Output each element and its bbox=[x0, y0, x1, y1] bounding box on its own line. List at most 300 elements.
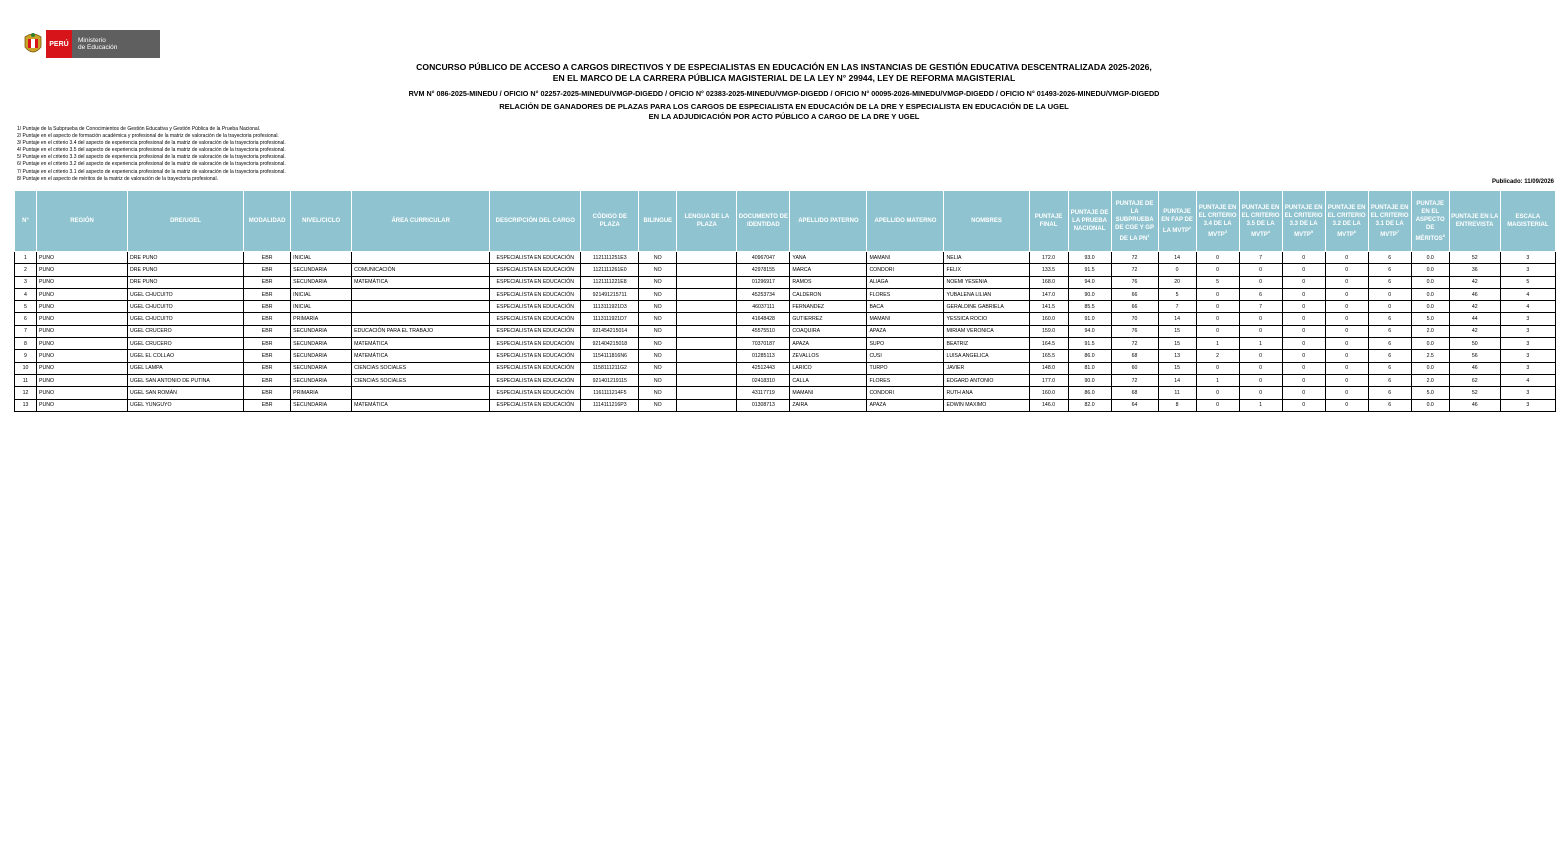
table-cell bbox=[677, 252, 737, 264]
table-cell: 0 bbox=[1325, 362, 1368, 374]
table-cell: 1161111214F5 bbox=[581, 387, 639, 399]
table-cell: GERALDINE GABRIELA bbox=[944, 301, 1029, 313]
table-cell: MATEMÁTICA bbox=[352, 350, 490, 362]
table-cell: 0 bbox=[1239, 387, 1282, 399]
table-cell: 0.0 bbox=[1411, 399, 1449, 411]
table-cell: CONDORI bbox=[867, 264, 944, 276]
table-cell: 0 bbox=[1325, 301, 1368, 313]
column-header bbox=[677, 191, 737, 252]
table-cell: 86.0 bbox=[1068, 350, 1111, 362]
table-cell: UGEL CHUCUITO bbox=[128, 288, 244, 300]
table-cell: GUTIERREZ bbox=[790, 313, 867, 325]
table-cell: 46 bbox=[1449, 362, 1500, 374]
table-cell: COMUNICACIÓN bbox=[352, 264, 490, 276]
table-cell: CALLA bbox=[790, 374, 867, 386]
table-cell: 0 bbox=[1368, 301, 1411, 313]
table-cell: FLORES bbox=[867, 288, 944, 300]
column-header bbox=[1282, 191, 1325, 252]
table-cell: 3 bbox=[15, 276, 37, 288]
table-cell: SECUNDARIA bbox=[291, 264, 352, 276]
table-cell: 4 bbox=[15, 288, 37, 300]
table-cell: SECUNDARIA bbox=[291, 325, 352, 337]
table-cell: 5.0 bbox=[1411, 313, 1449, 325]
table-cell: NO bbox=[639, 288, 677, 300]
table-cell: MATEMÁTICA bbox=[352, 399, 490, 411]
table-cell: EBR bbox=[244, 387, 291, 399]
table-cell: 15 bbox=[1158, 362, 1196, 374]
column-header-label: NOMBRES bbox=[971, 218, 1002, 224]
table-cell: 147.0 bbox=[1029, 288, 1068, 300]
column-header bbox=[1068, 191, 1111, 252]
table-cell: 0.0 bbox=[1411, 301, 1449, 313]
table-cell: EBR bbox=[244, 276, 291, 288]
column-header-label: PUNTAJE EN EL CRITERIO 3.1 DE LA MVTP bbox=[1370, 204, 1409, 238]
table-cell: CALDERON bbox=[790, 288, 867, 300]
table-cell: MATEMÁTICA bbox=[352, 276, 490, 288]
table-cell: EBR bbox=[244, 288, 291, 300]
table-cell: 921491215711 bbox=[581, 288, 639, 300]
footnote-marker: 4 bbox=[1267, 228, 1271, 234]
table-cell: EBR bbox=[244, 350, 291, 362]
table-cell: 0 bbox=[1196, 387, 1239, 399]
table-cell: PUNO bbox=[37, 399, 128, 411]
table-cell: APAZA bbox=[867, 399, 944, 411]
table-cell bbox=[677, 301, 737, 313]
table-cell: 0 bbox=[1196, 362, 1239, 374]
table-cell: CIENCIAS SOCIALES bbox=[352, 362, 490, 374]
table-cell: 01296917 bbox=[737, 276, 790, 288]
table-cell: 72 bbox=[1111, 264, 1158, 276]
table-cell bbox=[677, 350, 737, 362]
table-cell: 50 bbox=[1449, 338, 1500, 350]
table-cell: UGEL SAN ANTONIO DE PUTINA bbox=[128, 374, 244, 386]
table-cell: 0 bbox=[1325, 288, 1368, 300]
table-cell: 0 bbox=[1282, 338, 1325, 350]
table-cell: 14 bbox=[1158, 252, 1196, 264]
table-cell: 11 bbox=[1158, 387, 1196, 399]
table-cell: 0 bbox=[1239, 325, 1282, 337]
table-cell: PUNO bbox=[37, 325, 128, 337]
table-cell: 72 bbox=[1111, 374, 1158, 386]
column-header bbox=[737, 191, 790, 252]
title-line-2: EN EL MARCO DE LA CARRERA PÚBLICA MAGISTERIAL DE LA LEY N° 29944, LEY DE REFORMA MAGISTERIAL bbox=[552, 73, 1016, 83]
table-cell: 0 bbox=[1282, 288, 1325, 300]
table-cell: 66 bbox=[1111, 288, 1158, 300]
table-cell: PUNO bbox=[37, 362, 128, 374]
logo-ministry-line2: de Educación bbox=[78, 44, 118, 51]
table-cell: 01285113 bbox=[737, 350, 790, 362]
table-cell: 14 bbox=[1158, 313, 1196, 325]
table-cell: 43117719 bbox=[737, 387, 790, 399]
table-cell: 0.0 bbox=[1411, 362, 1449, 374]
table-cell: 0 bbox=[1325, 338, 1368, 350]
table-cell: SECUNDARIA bbox=[291, 374, 352, 386]
table-cell: ALIAGA bbox=[867, 276, 944, 288]
table-cell: UGEL YUNGUYO bbox=[128, 399, 244, 411]
table-row bbox=[15, 276, 1556, 288]
table-cell: RAMOS bbox=[790, 276, 867, 288]
column-header bbox=[352, 191, 490, 252]
table-cell: 1114111216P3 bbox=[581, 399, 639, 411]
table-row bbox=[15, 252, 1556, 264]
table-cell: 0 bbox=[1239, 362, 1282, 374]
table-cell: PUNO bbox=[37, 264, 128, 276]
column-header bbox=[790, 191, 867, 252]
table-row bbox=[15, 325, 1556, 337]
column-header bbox=[581, 191, 639, 252]
column-header bbox=[1449, 191, 1500, 252]
table-cell: 85.5 bbox=[1068, 301, 1111, 313]
column-header bbox=[291, 191, 352, 252]
table-cell: EBR bbox=[244, 252, 291, 264]
table-row bbox=[15, 387, 1556, 399]
table-cell: 72 bbox=[1111, 252, 1158, 264]
footnote: 6/ Puntaje en el criterio 3.2 del aspecto de experiencia profesional de la matriz de valoración de la trayectoria profesional. bbox=[17, 161, 286, 168]
table-cell: 6 bbox=[1368, 276, 1411, 288]
column-header-label: PUNTAJE EN EL ASPECTO DE MÉRITOS bbox=[1415, 200, 1445, 242]
table-cell: 56 bbox=[1449, 350, 1500, 362]
table-cell: 13 bbox=[1158, 350, 1196, 362]
column-header bbox=[37, 191, 128, 252]
table-cell: 160.0 bbox=[1029, 387, 1068, 399]
table-cell: NO bbox=[639, 399, 677, 411]
column-header-label: PUNTAJE EN EL CRITERIO 3.4 DE LA MVTP bbox=[1198, 204, 1237, 238]
table-cell: 72 bbox=[1111, 338, 1158, 350]
footnote: 7/ Puntaje en el criterio 3.1 del aspecto de experiencia profesional de la matriz de valoración de la trayectoria profesional. bbox=[17, 168, 286, 175]
table-cell: 1113111921D7 bbox=[581, 313, 639, 325]
table-cell: 42978155 bbox=[737, 264, 790, 276]
table-cell: ESPECIALISTA EN EDUCACIÓN bbox=[490, 374, 581, 386]
table-cell: YANA bbox=[790, 252, 867, 264]
table-cell: 91.5 bbox=[1068, 338, 1111, 350]
table-cell bbox=[677, 325, 737, 337]
table-cell: 2 bbox=[15, 264, 37, 276]
table-cell: 81.0 bbox=[1068, 362, 1111, 374]
table-cell: DRE PUNO bbox=[128, 252, 244, 264]
table-cell: 91.5 bbox=[1068, 264, 1111, 276]
table-cell: 146.0 bbox=[1029, 399, 1068, 411]
table-cell: 44 bbox=[1449, 313, 1500, 325]
column-header-label: ESCALA MAGISTERIAL bbox=[1507, 214, 1549, 228]
table-cell: 11 bbox=[15, 374, 37, 386]
table-body bbox=[15, 252, 1556, 412]
table-cell: NO bbox=[639, 325, 677, 337]
table-cell: 6 bbox=[1368, 313, 1411, 325]
table-cell: EBR bbox=[244, 301, 291, 313]
table-cell bbox=[677, 338, 737, 350]
footnote: 3/ Puntaje en el criterio 3.4 del aspecto de experiencia profesional de la matriz de valoración de la trayectoria profesional. bbox=[17, 140, 286, 147]
table-cell: RUTH ANA bbox=[944, 387, 1029, 399]
table-cell: 3 bbox=[1500, 325, 1555, 337]
table-cell: INICIAL bbox=[291, 288, 352, 300]
table-cell bbox=[677, 288, 737, 300]
table-cell: 0 bbox=[1325, 399, 1368, 411]
table-cell bbox=[677, 399, 737, 411]
table-cell: NO bbox=[639, 313, 677, 325]
column-header bbox=[1411, 191, 1449, 252]
table-cell: 42 bbox=[1449, 276, 1500, 288]
table-cell: ESPECIALISTA EN EDUCACIÓN bbox=[490, 362, 581, 374]
table-cell: ESPECIALISTA EN EDUCACIÓN bbox=[490, 252, 581, 264]
table-cell: MAMANI bbox=[790, 387, 867, 399]
table-cell: 0 bbox=[1196, 325, 1239, 337]
table-cell: 94.0 bbox=[1068, 276, 1111, 288]
table-cell: 6 bbox=[15, 313, 37, 325]
table-cell bbox=[677, 264, 737, 276]
table-cell: ESPECIALISTA EN EDUCACIÓN bbox=[490, 264, 581, 276]
table-cell: 0 bbox=[1196, 399, 1239, 411]
table-cell: SECUNDARIA bbox=[291, 338, 352, 350]
table-cell: 4 bbox=[1500, 288, 1555, 300]
table-cell: 0 bbox=[1282, 313, 1325, 325]
table-cell: 3 bbox=[1500, 387, 1555, 399]
table-cell: UGEL CHUCUITO bbox=[128, 313, 244, 325]
table-cell: JAVIER bbox=[944, 362, 1029, 374]
table-cell: SUPO bbox=[867, 338, 944, 350]
table-cell: 10 bbox=[15, 362, 37, 374]
table-cell: SECUNDARIA bbox=[291, 399, 352, 411]
table-cell: 921401219115 bbox=[581, 374, 639, 386]
table-cell: 0 bbox=[1239, 276, 1282, 288]
table-cell: 1121111221E8 bbox=[581, 276, 639, 288]
table-cell: YUBALENA LILIAN bbox=[944, 288, 1029, 300]
table-cell: 70 bbox=[1111, 313, 1158, 325]
table-cell: 0 bbox=[1239, 313, 1282, 325]
table-cell: 0 bbox=[1282, 276, 1325, 288]
column-header-label: PUNTAJE DE LA SUBPRUEBA DE CGE Y GP DE LA PN bbox=[1115, 200, 1154, 242]
table-cell: 141.5 bbox=[1029, 301, 1068, 313]
table-cell: 1 bbox=[1196, 374, 1239, 386]
table-cell: 7 bbox=[1239, 301, 1282, 313]
table-cell: 1 bbox=[1196, 338, 1239, 350]
table-cell: 2.0 bbox=[1411, 374, 1449, 386]
table-cell: MAMANI bbox=[867, 313, 944, 325]
table-cell: 6 bbox=[1239, 288, 1282, 300]
table-cell: EBR bbox=[244, 338, 291, 350]
table-cell: 90.0 bbox=[1068, 288, 1111, 300]
table-cell: NO bbox=[639, 387, 677, 399]
table-cell: 3 bbox=[1500, 252, 1555, 264]
table-cell: EBR bbox=[244, 399, 291, 411]
column-header bbox=[1325, 191, 1368, 252]
table-cell bbox=[352, 252, 490, 264]
table-cell: 46037111 bbox=[737, 301, 790, 313]
column-header-label: PUNTAJE EN EL CRITERIO 3.2 DE LA MVTP bbox=[1327, 204, 1366, 238]
column-header-label: PUNTAJE DE LA PRUEBA NACIONAL bbox=[1070, 210, 1109, 232]
table-cell: 0 bbox=[1282, 301, 1325, 313]
table-cell: 6 bbox=[1368, 252, 1411, 264]
table-cell: 1158111211G2 bbox=[581, 362, 639, 374]
footnote-marker: 7 bbox=[1396, 228, 1400, 234]
title-line-1: CONCURSO PÚBLICO DE ACCESO A CARGOS DIRECTIVOS Y DE ESPECIALISTAS EN EDUCACIÓN EN LAS INSTANCIAS DE GESTIÓN EDUCATIVA DESCENTRALIZADA 2025-2026, bbox=[416, 62, 1152, 72]
table-cell: UGEL CHUCUITO bbox=[128, 301, 244, 313]
table-cell: 0 bbox=[1196, 264, 1239, 276]
table-cell: 6 bbox=[1368, 387, 1411, 399]
table-cell: 8 bbox=[15, 338, 37, 350]
table-cell: TURPO bbox=[867, 362, 944, 374]
table-cell: UGEL SAN ROMÁN bbox=[128, 387, 244, 399]
table-cell: 68 bbox=[1111, 350, 1158, 362]
table-cell: 14 bbox=[1158, 374, 1196, 386]
footnote: 4/ Puntaje en el criterio 3.5 del aspecto de experiencia profesional de la matriz de valoración de la trayectoria profesional. bbox=[17, 147, 286, 154]
logo-ministry bbox=[72, 30, 160, 58]
table-cell: 0 bbox=[1325, 264, 1368, 276]
table-cell: NO bbox=[639, 252, 677, 264]
table-cell: UGEL EL COLLAO bbox=[128, 350, 244, 362]
table-cell: 0 bbox=[1158, 264, 1196, 276]
table-cell: 172.0 bbox=[1029, 252, 1068, 264]
table-cell: 20 bbox=[1158, 276, 1196, 288]
table-cell: PRIMARIA bbox=[291, 313, 352, 325]
table-cell: MIRIAM VERONICA bbox=[944, 325, 1029, 337]
table-cell: NO bbox=[639, 374, 677, 386]
footnote-marker: 8 bbox=[1442, 232, 1445, 238]
table-cell: CIENCIAS SOCIALES bbox=[352, 374, 490, 386]
table-cell: PUNO bbox=[37, 301, 128, 313]
table-cell: PUNO bbox=[37, 374, 128, 386]
table-cell: EBR bbox=[244, 362, 291, 374]
table-cell: EDWIN MAXIMO bbox=[944, 399, 1029, 411]
table-cell: 133.5 bbox=[1029, 264, 1068, 276]
table-cell: 2.0 bbox=[1411, 325, 1449, 337]
table-cell: 45253734 bbox=[737, 288, 790, 300]
title-line-4: RELACIÓN DE GANADORES DE PLAZAS PARA LOS CARGOS DE ESPECIALISTA EN EDUCACIÓN DE LA DRE Y ESPECIALISTA EN EDUCACIÓN DE LA UGEL bbox=[499, 102, 1069, 111]
table-cell: 68 bbox=[1111, 387, 1158, 399]
column-header-label: REGIÓN bbox=[70, 218, 94, 224]
table-cell: NOEMI YESENIA bbox=[944, 276, 1029, 288]
table-cell: NO bbox=[639, 362, 677, 374]
table-cell: 7 bbox=[15, 325, 37, 337]
table-cell bbox=[677, 387, 737, 399]
table-cell: EBR bbox=[244, 374, 291, 386]
table-cell: 52 bbox=[1449, 252, 1500, 264]
table-cell: MARCA bbox=[790, 264, 867, 276]
table-cell: 921454215014 bbox=[581, 325, 639, 337]
table-cell: BACA bbox=[867, 301, 944, 313]
table-cell: 168.0 bbox=[1029, 276, 1068, 288]
column-header-label: ÁREA CURRICULAR bbox=[391, 218, 450, 224]
column-header-label: DRE/UGEL bbox=[170, 218, 202, 224]
table-cell bbox=[677, 313, 737, 325]
column-header bbox=[1111, 191, 1158, 252]
table-cell: 0.0 bbox=[1411, 288, 1449, 300]
table-cell: LARICO bbox=[790, 362, 867, 374]
table-cell bbox=[352, 288, 490, 300]
table-cell: 3 bbox=[1500, 350, 1555, 362]
document-title-block bbox=[0, 62, 1568, 122]
table-header-row bbox=[15, 191, 1556, 252]
table-cell: 0 bbox=[1282, 325, 1325, 337]
table-cell: 148.0 bbox=[1029, 362, 1068, 374]
table-cell: 42 bbox=[1449, 325, 1500, 337]
column-header bbox=[944, 191, 1029, 252]
table-cell: 0.0 bbox=[1411, 252, 1449, 264]
table-cell: 0 bbox=[1282, 374, 1325, 386]
winners-table bbox=[14, 190, 1556, 412]
table-cell: 0 bbox=[1282, 362, 1325, 374]
table-cell: NO bbox=[639, 264, 677, 276]
footnote-marker: 1 bbox=[1147, 232, 1150, 238]
table-cell: 5 bbox=[1158, 288, 1196, 300]
table-cell: 6 bbox=[1368, 374, 1411, 386]
table-cell: 6 bbox=[1368, 325, 1411, 337]
table-cell: ESPECIALISTA EN EDUCACIÓN bbox=[490, 288, 581, 300]
table-cell: NO bbox=[639, 301, 677, 313]
table-cell: BEATRIZ bbox=[944, 338, 1029, 350]
table-cell bbox=[677, 374, 737, 386]
table-cell: FLORES bbox=[867, 374, 944, 386]
table-cell: APAZA bbox=[790, 338, 867, 350]
table-cell: INICIAL bbox=[291, 301, 352, 313]
table-cell: 13 bbox=[15, 399, 37, 411]
footnote-marker: 2 bbox=[1189, 224, 1192, 230]
table-cell: 3 bbox=[1500, 264, 1555, 276]
column-header-label: N° bbox=[22, 218, 29, 224]
table-cell: PUNO bbox=[37, 350, 128, 362]
table-cell: 0 bbox=[1282, 264, 1325, 276]
table-cell: 165.5 bbox=[1029, 350, 1068, 362]
column-header bbox=[1029, 191, 1068, 252]
table-cell: ESPECIALISTA EN EDUCACIÓN bbox=[490, 301, 581, 313]
table-cell: PUNO bbox=[37, 288, 128, 300]
table-cell: MATEMÁTICA bbox=[352, 338, 490, 350]
table-cell: 1154111816N6 bbox=[581, 350, 639, 362]
table-cell: SECUNDARIA bbox=[291, 362, 352, 374]
table-cell: 0 bbox=[1282, 350, 1325, 362]
table-cell: PUNO bbox=[37, 252, 128, 264]
table-cell: 91.0 bbox=[1068, 313, 1111, 325]
table-cell: 3 bbox=[1500, 362, 1555, 374]
column-header bbox=[1368, 191, 1411, 252]
column-header bbox=[490, 191, 581, 252]
table-cell: 0 bbox=[1325, 325, 1368, 337]
column-header bbox=[639, 191, 677, 252]
table-cell: 0 bbox=[1325, 276, 1368, 288]
table-cell: COAQUIRA bbox=[790, 325, 867, 337]
table-cell: 159.0 bbox=[1029, 325, 1068, 337]
table-cell: 64 bbox=[1111, 399, 1158, 411]
table-cell: 0 bbox=[1325, 313, 1368, 325]
table-cell: 15 bbox=[1158, 325, 1196, 337]
footnote: 8/ Puntaje en el aspecto de méritos de la matriz de valoración de la trayectoria profesional. bbox=[17, 175, 218, 182]
table-cell: 3 bbox=[1500, 399, 1555, 411]
table-cell: 177.0 bbox=[1029, 374, 1068, 386]
column-header-label: NIVEL/CICLO bbox=[302, 218, 341, 224]
table-cell: ESPECIALISTA EN EDUCACIÓN bbox=[490, 338, 581, 350]
column-header-label: CÓDIGO DE PLAZA bbox=[592, 214, 627, 228]
column-header-label: DOCUMENTO DE IDENTIDAD bbox=[738, 214, 788, 228]
table-cell: 6 bbox=[1368, 399, 1411, 411]
table-cell: 3 bbox=[1500, 313, 1555, 325]
table-cell: LUISA ANGELICA bbox=[944, 350, 1029, 362]
table-cell: 2.5 bbox=[1411, 350, 1449, 362]
table-cell bbox=[352, 301, 490, 313]
table-cell: 52 bbox=[1449, 387, 1500, 399]
footnote: 5/ Puntaje en el criterio 3.3 del aspecto de experiencia profesional de la matriz de valoración de la trayectoria profesional. bbox=[17, 154, 286, 161]
table-cell: 7 bbox=[1239, 252, 1282, 264]
column-header bbox=[1239, 191, 1282, 252]
minedu-logo bbox=[22, 30, 160, 58]
table-cell: 70370187 bbox=[737, 338, 790, 350]
table-cell: PUNO bbox=[37, 276, 128, 288]
table-cell: EDUCACIÓN PARA EL TRABAJO bbox=[352, 325, 490, 337]
column-header-label: APELLIDO MATERNO bbox=[874, 218, 937, 224]
column-header-label: PUNTAJE EN FAP DE LA MVTP bbox=[1161, 208, 1193, 234]
table-cell: PUNO bbox=[37, 313, 128, 325]
table-cell: ZEVALLOS bbox=[790, 350, 867, 362]
table-cell bbox=[352, 387, 490, 399]
table-cell: 0 bbox=[1196, 288, 1239, 300]
